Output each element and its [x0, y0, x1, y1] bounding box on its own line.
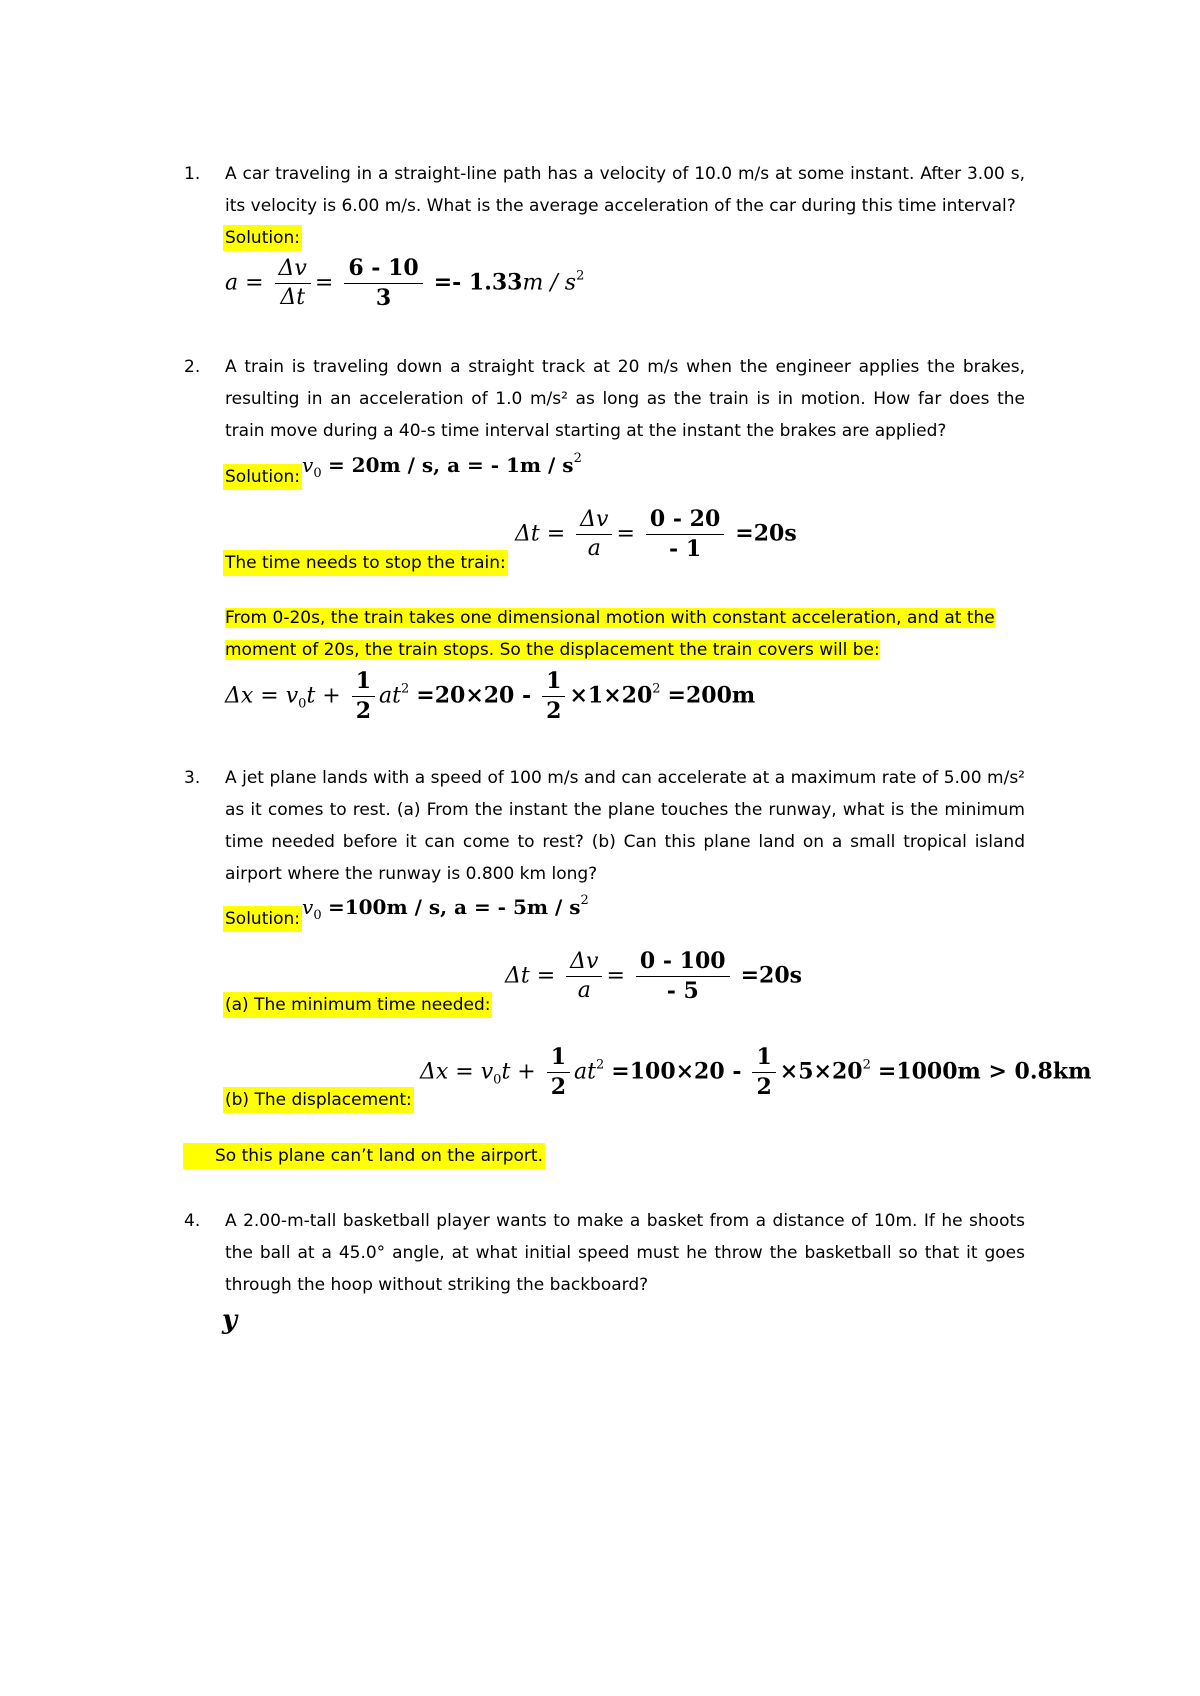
eq-result: =- 1.33	[433, 269, 523, 296]
solution-label: Solution:	[223, 906, 302, 932]
eq-denominator: Δt	[280, 285, 306, 310]
eq-numerator: Δv	[580, 507, 609, 532]
eq-numerator: Δv	[570, 949, 599, 974]
part-b-label: (b) The displacement:	[223, 1087, 414, 1113]
solution-label: Solution:	[223, 225, 302, 251]
eq-denominator: 3	[375, 285, 392, 311]
equation-plane-displacement: $\Delta x = v_0t$ + $\frac{1}{2}$ $at^2 =100\times 20$ - $\frac{1}{2}$ $\times 5\times 20^2 =1000m > 0.8km$	[420, 1044, 1092, 1100]
eq-subscript: 0	[493, 1072, 502, 1088]
eq-subscript: 0	[313, 908, 322, 923]
problem-text: A train is traveling down a straight track at 20 m/s when the engineer applies the brakes, resulting in an acceleration of 1.0 m/s² as long as the train is in motion. How far does the train move during a 40-s time interval starting at the instant the brakes are applied?	[225, 357, 1025, 441]
eq-subscript: 0	[313, 466, 322, 481]
eq-exponent: 2	[576, 268, 585, 284]
eq-exponent: 2	[652, 681, 661, 697]
eq-exponent: 2	[573, 451, 582, 466]
eq-given: =100m / s, a = - 5m / s	[327, 895, 581, 919]
eq-given: = 20m / s, a = - 1m / s	[327, 453, 574, 477]
solution-label: Solution:	[223, 464, 302, 490]
eq-numerator: 1	[355, 668, 372, 694]
eq-term: =20×20 -	[416, 682, 532, 709]
eq-denominator: 2	[546, 698, 562, 724]
eq-numerator: 1	[756, 1044, 772, 1070]
problem-text: A jet plane lands with a speed of 100 m/s and can accelerate at a maximum rate of 5.00 m/s² as it comes to rest. (a) From the instant the plane touches the runway, what is the minimum time needed before it can come to rest? (b) Can this plane land on a small tropical island airport where the runway is 0.800 km long?	[225, 768, 1025, 884]
equation-stop-time: Δt = $\frac{\Delta v}{a}$ = $\frac{0 - 20}{- 1}$ =20s	[515, 506, 797, 562]
problem-text: A car traveling in a straight-line path has a velocity of 10.0 m/s at some instant. After 3.00 s, its velocity is 6.00 m/s. What is the average acceleration of the car during this time interval?	[225, 164, 1025, 216]
eq-denominator: a	[587, 536, 601, 561]
eq-exponent: 2	[862, 1057, 871, 1073]
explanation-text	[225, 602, 1025, 666]
problem-number: 1.	[184, 164, 201, 184]
eq-term: =100×20 -	[611, 1058, 742, 1085]
problem-number: 2.	[184, 357, 201, 377]
eq-exponent: 2	[595, 1057, 605, 1073]
eq-symbol: a	[225, 270, 239, 296]
eq-denominator: a	[577, 978, 591, 1003]
eq-denominator: - 1	[669, 536, 702, 562]
eq-term: ×5×20	[779, 1058, 863, 1085]
eq-denominator: 2	[756, 1074, 772, 1100]
axis-label-y: y	[222, 1305, 238, 1335]
eq-result: =1000m > 0.8km	[877, 1058, 1092, 1085]
eq-term: ×1×20	[569, 682, 653, 709]
conclusion-text: So this plane can’t land on the airport.	[183, 1143, 545, 1169]
equation-given-values: $v_0 = 20m / s$, a = - $1m / s^2$	[302, 451, 582, 481]
equation-train-displacement: $\Delta x = v_0t$ + $\frac{1}{2}$ $at^2 =20\times 20$ - $\frac{1}{2}$ $\times 1\times 20^2 =200m$	[225, 668, 756, 724]
eq-result: =20s	[735, 520, 797, 547]
eq-denominator: 2	[550, 1074, 567, 1100]
eq-exponent: 2	[580, 893, 589, 908]
eq-numerator: 0 - 100	[639, 948, 726, 974]
eq-exponent: 2	[400, 681, 410, 697]
eq-numerator: 1	[550, 1044, 567, 1070]
eq-result: =20s	[740, 962, 803, 989]
eq-numerator: 0 - 20	[649, 506, 721, 532]
time-label: The time needs to stop the train:	[223, 550, 508, 576]
eq-denominator: 2	[355, 698, 372, 724]
eq-result: =200m	[667, 682, 756, 709]
eq-subscript: 0	[298, 696, 307, 712]
eq-unit: m / s	[522, 270, 577, 296]
equation-average-acceleration: a = $\frac{\Delta v}{\Delta t}$ = $\frac{6 - 10}{3}$ =- $1.33m / s^2$	[225, 255, 585, 311]
equation-given-values: $v_0 =100m / s$, a = - $5m / s^2$	[302, 893, 589, 923]
eq-numerator: Δv	[278, 256, 307, 281]
problem-number: 3.	[184, 768, 201, 788]
eq-denominator: - 5	[666, 978, 699, 1004]
problem-number: 4.	[184, 1211, 201, 1231]
part-a-label: (a) The minimum time needed:	[223, 992, 492, 1018]
eq-numerator: 6 - 10	[348, 255, 419, 281]
explanation-highlight: From 0-20s, the train takes one dimensional motion with constant acceleration, and at the moment of 20s, the train stops. So the displacement the train covers will be:	[225, 608, 995, 660]
equation-minimum-time: Δt = $\frac{\Delta v}{a}$ = $\frac{0 - 100}{- 5}$ =20s	[505, 948, 803, 1004]
problem-text: A 2.00-m-tall basketball player wants to make a basket from a distance of 10m. If he shoots the ball at a 45.0° angle, at what initial speed must he throw the basketball so that it goes through the hoop without striking the backboard?	[225, 1211, 1025, 1295]
eq-numerator: 1	[546, 668, 562, 694]
